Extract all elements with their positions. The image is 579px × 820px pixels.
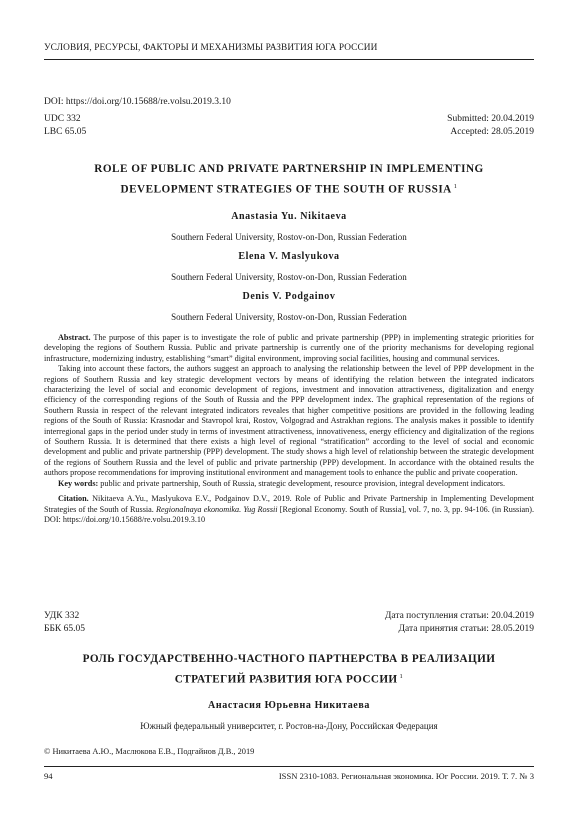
citation-label: Citation. xyxy=(58,494,89,504)
author-affiliation: Southern Federal University, Rostov-on-Don, Russian Federation xyxy=(171,272,407,282)
keywords-label: Key words: xyxy=(58,478,99,488)
ru-author-name: Анастасия Юрьевна Никитаева xyxy=(208,700,370,711)
ru-title-footnote-mark: 1 xyxy=(399,673,404,680)
lbc: LBC 65.05 xyxy=(44,127,87,137)
page-number: 94 xyxy=(44,771,53,781)
abstract-paragraph: Taking into account these factors, the authors suggest an approach to analysing the relationship between the level of PPP development in the regions of Southern Russia and key strategic development vectors by means of identifying the relation between the integrated indicators characterizing the level of social and economic development of regions, investment and innovation attractiveness, digitalization and energy efficiency of the corresponding regions of the South of Russia and the PPP development index. The graphical representation of the regions of Southern Russia in respect of the relevant integrated indicators reveales that higher competitive positions are provided in the following leading regions of the South of Russia: Krasnodar and Stavropol krai, Rostov, Volgograd and Astrakhan regions. The analysis makes it possible to identify interregional gaps in the period under study in terms of investment attractiveness, innovativeness, energy efficiency and digitalization of the regions of Southern Russia. It is determined that there exists a high level of regional “stratification” according to the level of social and economic development and public and private partnership (PPP) development. The study shows a high level of relationship between the strategic development of the regions of Southern Russia and the level of public and private partnership (PPP) development. In accordance with the obtained results the authors propose recommendations for improving institutional environment and management tools to enhance the public and private cooperation. xyxy=(44,364,534,478)
title-footnote-mark: 1 xyxy=(453,183,458,190)
ru-author-affiliation: Южный федеральный университет, г. Ростов-на-Дону, Российская Федерация xyxy=(140,721,438,731)
author-affiliation: Southern Federal University, Rostov-on-Don, Russian Federation xyxy=(171,312,407,322)
article-page xyxy=(44,0,534,820)
abstract-block xyxy=(44,333,534,525)
bbk-row xyxy=(44,624,534,634)
ru-title-line-1: РОЛЬ ГОСУДАРСТВЕННО-ЧАСТНОГО ПАРТНЕРСТВА В РЕАЛИЗАЦИИ xyxy=(82,653,496,665)
author-name: Elena V. Maslyukova xyxy=(238,251,340,262)
doi: DOI: https://doi.org/10.15688/re.volsu.2019.3.10 xyxy=(44,97,231,107)
abstract-label: Abstract. xyxy=(58,333,91,342)
lbc-row xyxy=(44,127,534,137)
copyright: © Никитаева А.Ю., Маслюкова Е.В., Подгайнов Д.В., 2019 xyxy=(44,747,255,756)
journal-info: ISSN 2310-1083. Региональная экономика. Юг России. 2019. Т. 7. № 3 xyxy=(278,771,534,781)
bbk: ББК 65.05 xyxy=(44,624,85,634)
accepted-date: Accepted: 28.05.2019 xyxy=(450,127,534,137)
author-affiliation: Southern Federal University, Rostov-on-Don, Russian Federation xyxy=(171,232,407,242)
udk: УДК 332 xyxy=(44,611,80,621)
citation-journal: Regionalnaya ekonomika. Yug Rossii xyxy=(156,504,278,514)
russian-title xyxy=(44,650,534,689)
running-head: УСЛОВИЯ, РЕСУРСЫ, ФАКТОРЫ И МЕХАНИЗМЫ РАЗВИТИЯ ЮГА РОССИИ xyxy=(44,43,534,60)
author-name: Denis V. Podgainov xyxy=(242,291,336,302)
keywords: Key words: public and private partnership, South of Russia, strategic development, resource provision, integral development indicators. xyxy=(58,478,506,488)
udk-row xyxy=(44,611,534,621)
article-title xyxy=(44,160,534,199)
accepted-date-ru: Дата принятия статьи: 28.05.2019 xyxy=(398,624,534,634)
author-name: Anastasia Yu. Nikitaeva xyxy=(231,211,347,222)
title-line-2: DEVELOPMENT STRATEGIES OF THE SOUTH OF RUSSIA $^1$ xyxy=(120,183,458,196)
title-line-1: ROLE OF PUBLIC AND PRIVATE PARTNERSHIP IN IMPLEMENTING xyxy=(94,163,484,175)
submitted-date: Submitted: 20.04.2019 xyxy=(447,114,534,124)
citation: Citation. Nikitaeva A.Yu., Maslyukova E.V., Podgainov D.V., 2019. Role of Public and Private Partnership in Implementing Development Strategies of the South of Russia. Regionalnaya ekonomika. Yug Rossii [Regional Economy. South of Russia], vol. 7, no. 3, pp. 94-106. (in Russian). DOI: https://doi.org/10.15688/re.volsu.2019.3.10 xyxy=(44,494,535,524)
received-date-ru: Дата поступления статьи: 20.04.2019 xyxy=(384,611,534,621)
page-footer xyxy=(44,766,534,781)
udc: UDC 332 xyxy=(44,114,81,124)
abstract-paragraph: Abstract. The purpose of this paper is to investigate the role of public and private partnership (PPP) in implementing strategic priorities for developing the regions of Southern Russia. Public and private partnership is currently one of the priority mechanisms for developing regional infrastructure, modernizing industry, establishing “smart” digital environment, improving social facilities, housing and communal services. xyxy=(44,333,534,363)
ru-title-line-2: СТРАТЕГИЙ РАЗВИТИЯ ЮГА РОССИИ $^1$ xyxy=(174,673,404,686)
udc-row xyxy=(44,114,534,124)
